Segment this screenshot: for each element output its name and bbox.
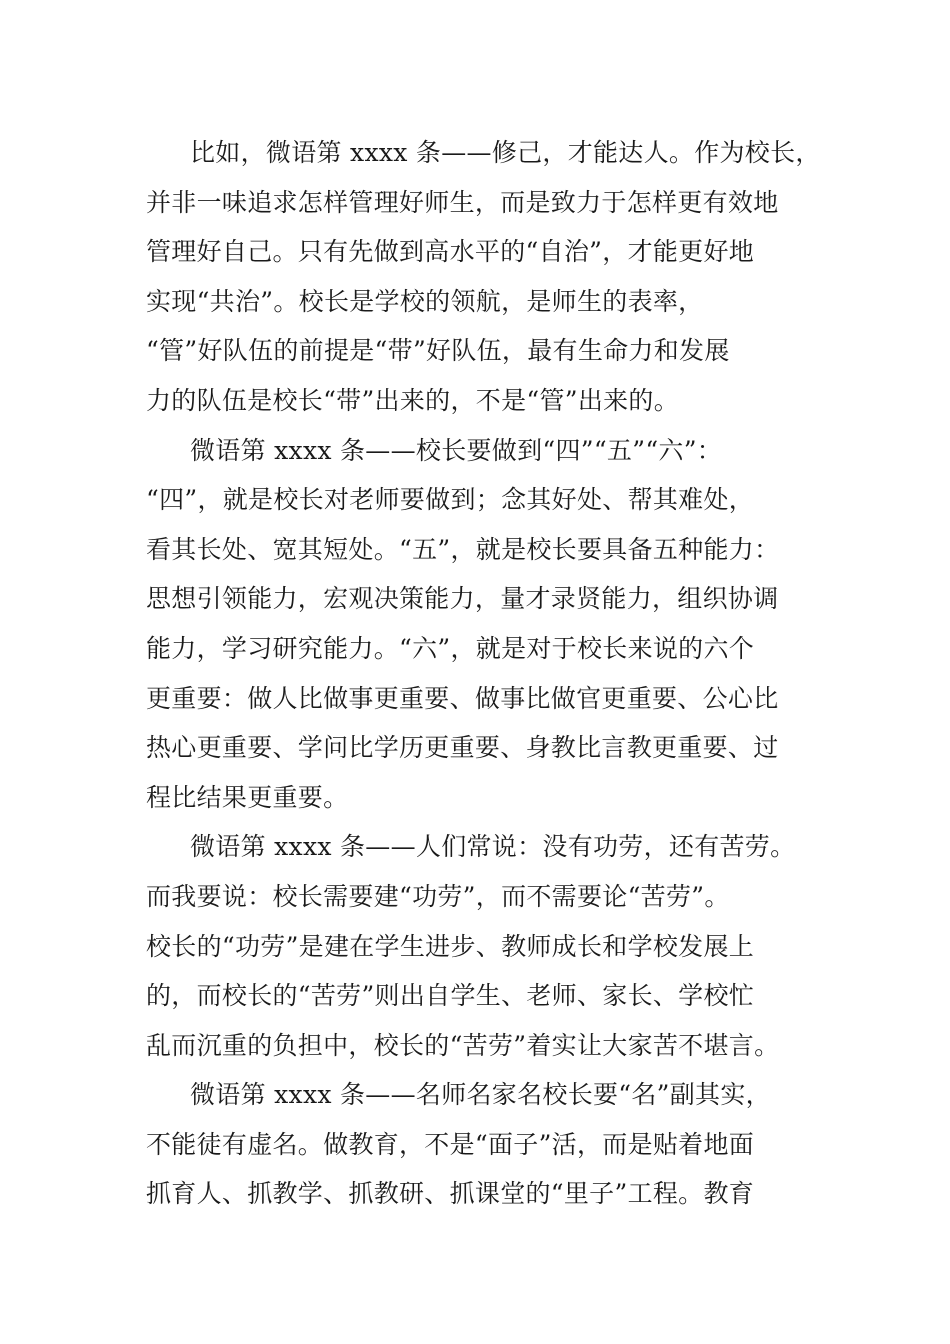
paragraph-line: 思想引领能力，宏观决策能力，量才录贤能力，组织协调 <box>146 584 779 614</box>
paragraph-line: 的，而校长的“苦劳”则出自学生、老师、家长、学校忙 <box>146 981 755 1011</box>
paragraph-line: 而我要说：校长需要建“功劳”，而不需要论“苦劳”。 <box>146 881 730 911</box>
paragraph-line: 并非一味追求怎样管理好师生，而是致力于怎样更有效地 <box>146 187 779 217</box>
paragraph-line: 微语第 xxxx 条——人们常说：没有功劳，还有苦劳。 <box>190 832 796 862</box>
paragraph-line: “管”好队伍的前提是“带”好队伍，最有生命力和发展 <box>146 336 730 366</box>
paragraph-line: 热心更重要、学问比学历更重要、身教比言教更重要、过 <box>146 733 779 763</box>
paragraph-line: 微语第 xxxx 条——名师名家名校长要“名”副其实， <box>190 1080 771 1110</box>
paragraph-line: 力的队伍是校长“带”出来的，不是“管”出来的。 <box>146 385 680 415</box>
paragraph-line: 实现“共治”。校长是学校的领航，是师生的表率， <box>146 286 704 316</box>
document-body <box>146 128 821 1219</box>
paragraph-line: “四”，就是校长对老师要做到；念其好处、帮其难处， <box>146 485 755 515</box>
paragraph-line: 更重要：做人比做事更重要、做事比做官更重要、公心比 <box>146 683 779 713</box>
paragraph-line: 比如，微语第 xxxx 条——修己，才能达人。作为校长， <box>190 138 821 167</box>
paragraph-line: 程比结果更重要。 <box>146 782 349 812</box>
paragraph-line: 抓育人、抓教学、抓教研、抓课堂的“里子”工程。教育 <box>146 1179 755 1209</box>
paragraph-line: 不能徒有虚名。做教育，不是“面子”活，而是贴着地面 <box>146 1129 755 1159</box>
paragraph-line: 乱而沉重的负担中，校长的“苦劳”着实让大家苦不堪言。 <box>146 1030 780 1060</box>
paragraph-line: 校长的“功劳”是建在学生进步、教师成长和学校发展上 <box>146 931 755 961</box>
paragraph-line: 管理好自己。只有先做到高水平的“自治”，才能更好地 <box>146 237 755 267</box>
paragraph-line: 能力，学习研究能力。“六”，就是对于校长来说的六个 <box>146 633 755 663</box>
paragraph-line: 看其长处、宽其短处。“五”，就是校长要具备五种能力： <box>146 534 780 564</box>
paragraph-line: 微语第 xxxx 条——校长要做到“四”“五”“六”： <box>190 435 723 465</box>
